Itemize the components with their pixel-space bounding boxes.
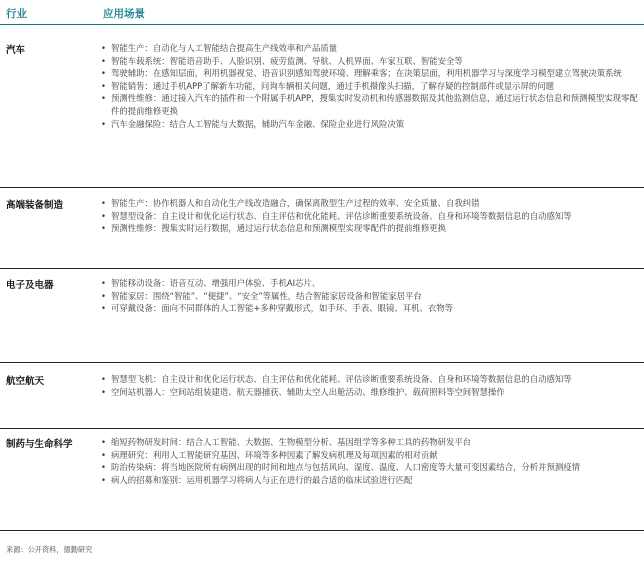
list-item: • 智慧型设备：自主设计和优化运行状态、自主评估和优化能耗、评估诊断重要系统设备、自身和环境等数据信息的自动感知等: [100, 210, 640, 223]
list-item: • 智能生产：协作机器人和自动化生产线改造融合，确保离散型生产过程的效率、安全质量、自我纠错: [100, 197, 640, 210]
list-item: • 缩短药物研发时间：结合人工智能、大数据、生物模型分析、基因组学等多种工具的药物研发平台: [100, 436, 640, 449]
scenario-list: [100, 42, 640, 130]
list-item: • 预测性维修：通过接入汽车的插件和一个附属手机APP，搜集实时发动机和传感器数据及其他监测信息，通过运行状态信息和预测模型实现零配件的提前维修更换: [100, 92, 640, 117]
industry-name: 制药与生命科学: [6, 439, 73, 450]
list-item: • 病理研究：利用人工智能研究基因、环境等多种因素了解发病机理及每项因素的相对贡献: [100, 449, 640, 462]
row-divider: [0, 268, 644, 269]
list-item: • 智能家居：围绕“智能”、“便捷”、“安全”等属性，结合智能家居设备和智能家居平台: [100, 290, 640, 303]
list-item: • 智能车载系统：智能语音助手、人脸识别、疲劳监测、导航、人机界面、车家互联、智能安全等: [100, 55, 640, 68]
industry-name: 航空航天: [6, 376, 45, 387]
header-scenario: 应用场景: [103, 8, 145, 20]
scenario-list: [100, 197, 640, 235]
list-item: • 驾驶辅助：在感知层面，利用机器视觉、语音识别感知驾驶环境、理解乘客；在决策层面，利用机器学习与深度学习模型建立驾驶决策系统: [100, 67, 640, 80]
industry-name: 高端装备制造: [6, 200, 64, 211]
list-item: • 汽车金融保险：结合人工智能与大数据，辅助汽车金融、保险企业进行风险决策: [100, 118, 640, 131]
scenario-list: [100, 277, 640, 315]
list-item: • 智能销售：通过手机APP了解新车功能，问询车辆相关问题，通过手机摄像头扫描，了解存疑的控制部件或显示屏的问题: [100, 80, 640, 93]
table-header: [0, 0, 644, 25]
list-item: • 智慧型飞机：自主设计和优化运行状态、自主评估和优化能耗、评估诊断重要系统设备、自身和环境等数据信息的自动感知等: [100, 373, 640, 386]
list-item: • 智能生产：自动化与人工智能结合提高生产线效率和产品质量: [100, 42, 640, 55]
list-item: • 智能移动设备：语音互动、增强用户体验、手机AI芯片、: [100, 277, 640, 290]
scenario-list: [100, 373, 640, 398]
industry-name: 汽车: [6, 45, 26, 56]
industry-name: 电子及电器: [6, 280, 54, 291]
row-divider: [0, 362, 644, 363]
row-divider: [0, 187, 644, 188]
list-item: • 防治传染病：将当地医院所有病例出现的时间和地点与包括风向、湿度、温度、人口密度等大量可变因素结合，分析并预测疫情: [100, 461, 640, 474]
list-item: • 空间站机器人：空间站组装建造、航天器捕获、辅助太空人出舱活动、维修维护、载荷照料等空间智慧操作: [100, 386, 640, 399]
list-item: • 可穿戴设备：面向不同群体的人工智能+多种穿戴形式，如手环、手表、眼镜、耳机、衣物等: [100, 302, 640, 315]
header-industry: 行业: [6, 8, 27, 20]
list-item: • 预测性维修：搜集实时运行数据，通过运行状态信息和预测模型实现零配件的提前维修更换: [100, 222, 640, 235]
row-divider: [0, 428, 644, 429]
scenario-list: [100, 436, 640, 486]
source-note: 来源：公开资料，德勤研究: [6, 545, 93, 554]
list-item: • 病人的招募和鉴别：运用机器学习将病人与正在进行的最合适的临床试验进行匹配: [100, 474, 640, 487]
row-divider: [0, 530, 644, 531]
